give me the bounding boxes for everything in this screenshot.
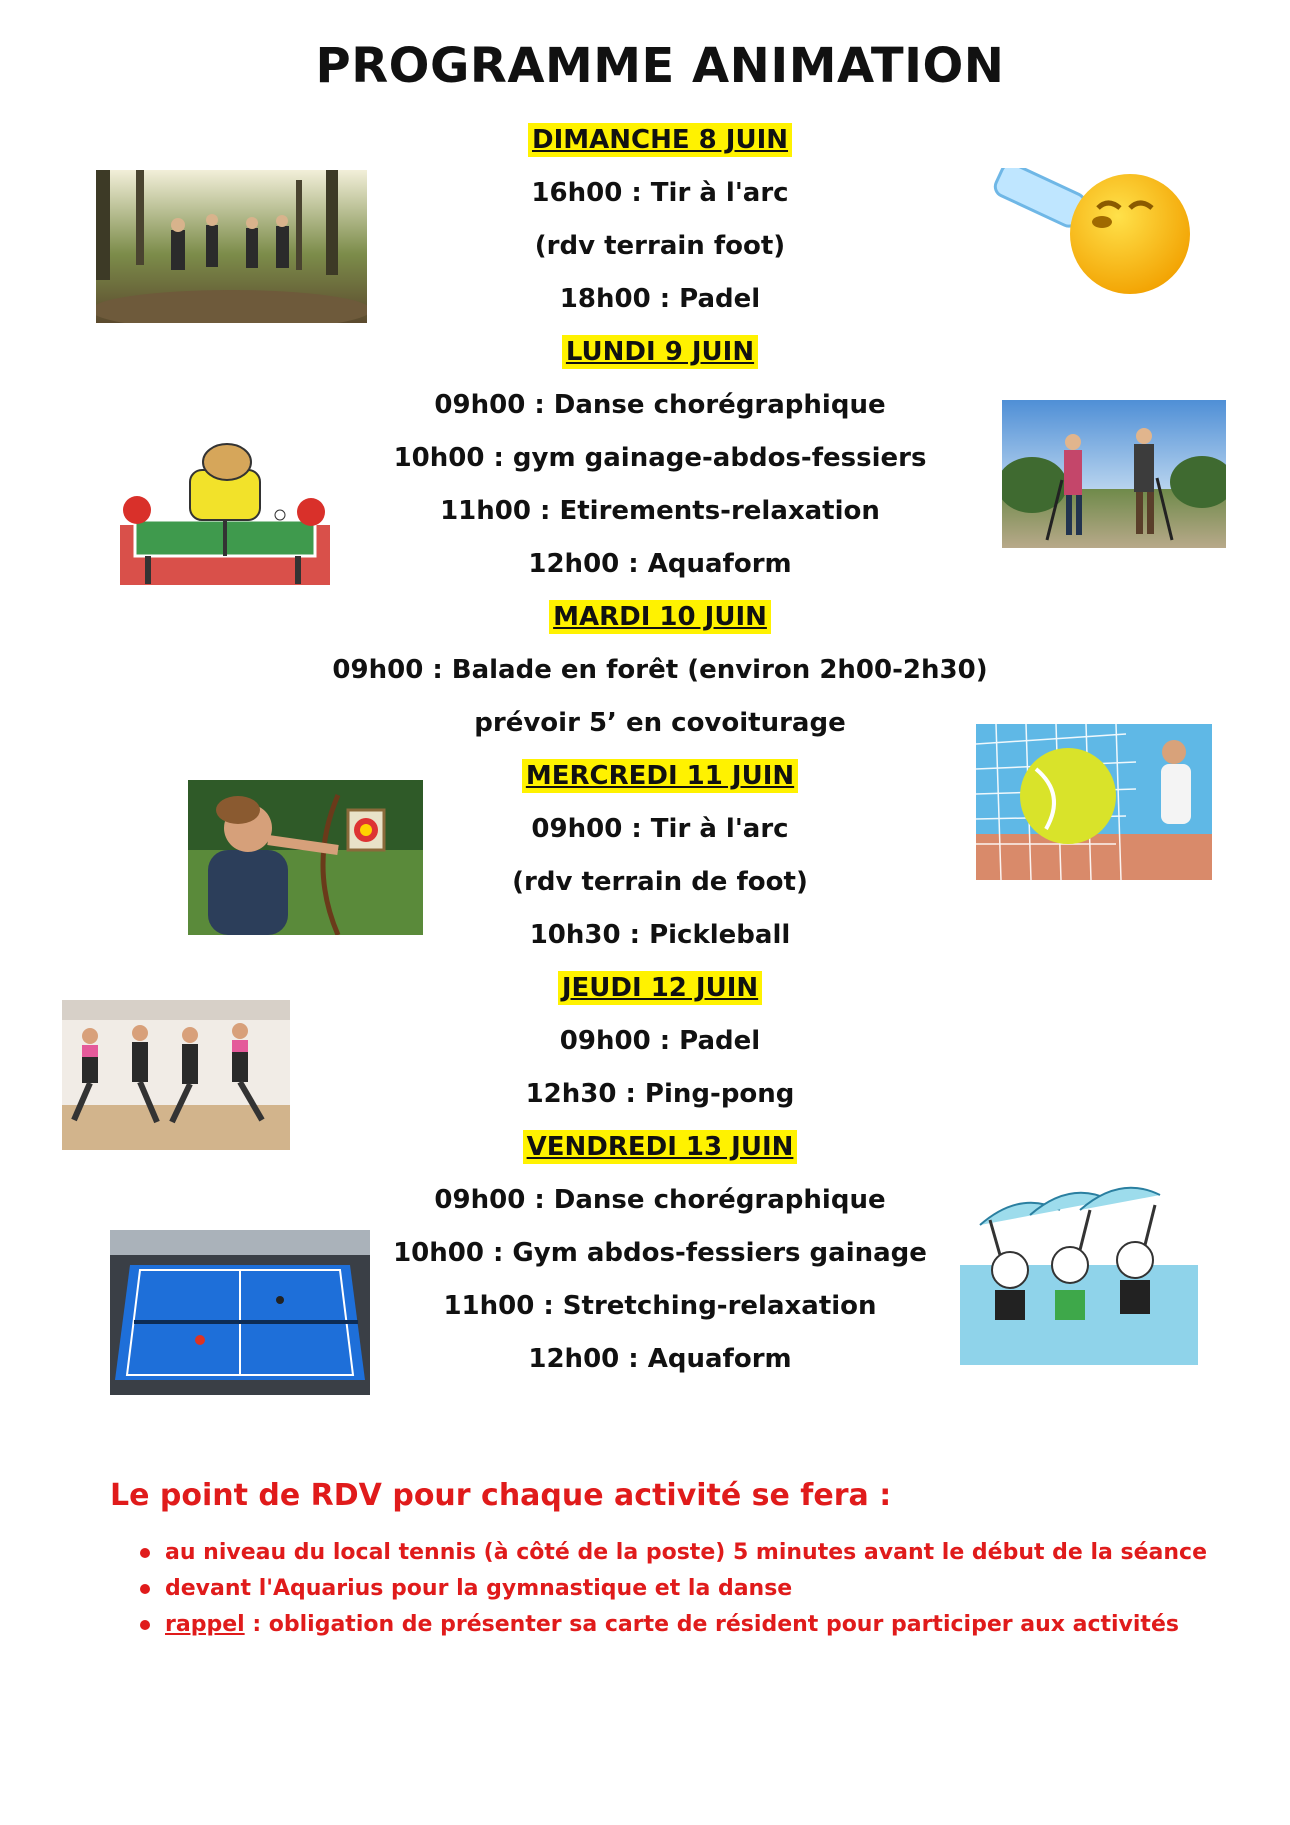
day-heading xyxy=(0,114,1290,167)
archery-photo xyxy=(188,780,423,935)
schedule-item-text: 12h00 : Aquaform xyxy=(528,549,792,579)
schedule-item-text: 16h00 : Tir à l'arc xyxy=(531,178,789,208)
reminder-label: rappel xyxy=(165,1612,245,1637)
tennis-photo xyxy=(976,724,1212,880)
schedule-item-text: prévoir 5’ en covoiturage xyxy=(474,708,846,738)
schedule-item-text: 09h00 : Danse chorégraphique xyxy=(434,390,886,420)
schedule-item-text: 09h00 : Tir à l'arc xyxy=(531,814,789,844)
note-reminder xyxy=(140,1607,1207,1643)
day-heading-text: VENDREDI 13 JUIN xyxy=(523,1130,798,1164)
schedule-item-text: 12h30 : Ping-pong xyxy=(525,1079,795,1109)
aquagym-cartoon xyxy=(960,1165,1198,1365)
schedule-item-text: 10h30 : Pickleball xyxy=(529,920,791,950)
ping-pong-cartoon xyxy=(115,440,333,588)
schedule-item-text: 11h00 : Etirements-relaxation xyxy=(440,496,880,526)
note-aquarius: devant l'Aquarius pour la gymnastique et la danse xyxy=(140,1571,1207,1607)
schedule-item-text: 18h00 : Padel xyxy=(559,284,761,314)
running-photo xyxy=(96,170,367,323)
schedule-item xyxy=(0,644,1290,697)
page-title: PROGRAMME ANIMATION xyxy=(315,38,1005,94)
day-heading xyxy=(0,326,1290,379)
schedule-item-text: 09h00 : Danse chorégraphique xyxy=(434,1185,886,1215)
padel-court-photo xyxy=(110,1230,370,1395)
schedule-item-text: 11h00 : Stretching-relaxation xyxy=(443,1291,877,1321)
fitness-class-photo xyxy=(62,1000,290,1150)
rdv-notes xyxy=(140,1535,1207,1643)
reminder-text: : obligation de présenter sa carte de résident pour participer aux activités xyxy=(244,1612,1179,1637)
day-heading xyxy=(0,591,1290,644)
schedule-item-text: (rdv terrain de foot) xyxy=(512,867,808,897)
schedule-item-text: 12h00 : Aquaform xyxy=(528,1344,792,1374)
day-heading-text: MARDI 10 JUIN xyxy=(549,600,771,634)
day-heading-text: LUNDI 9 JUIN xyxy=(562,335,758,369)
rdv-heading: Le point de RDV pour chaque activité se fera : xyxy=(110,1478,892,1513)
day-heading-text: MERCREDI 11 JUIN xyxy=(522,759,798,793)
nordic-walking-photo xyxy=(1002,400,1226,548)
smiley-drinking-icon xyxy=(990,168,1205,298)
note-tennis-local: au niveau du local tennis (à côté de la poste) 5 minutes avant le début de la séance xyxy=(140,1535,1207,1571)
day-heading-text: DIMANCHE 8 JUIN xyxy=(528,123,792,157)
schedule-item-text: 09h00 : Balade en forêt (environ 2h00-2h30) xyxy=(332,655,988,685)
day-heading-text: JEUDI 12 JUIN xyxy=(558,971,762,1005)
schedule-item-text: 10h00 : Gym abdos-fessiers gainage xyxy=(393,1238,927,1268)
schedule-item-text: (rdv terrain foot) xyxy=(534,231,786,261)
schedule-item-text: 10h00 : gym gainage-abdos-fessiers xyxy=(393,443,927,473)
schedule-item-text: 09h00 : Padel xyxy=(559,1026,761,1056)
